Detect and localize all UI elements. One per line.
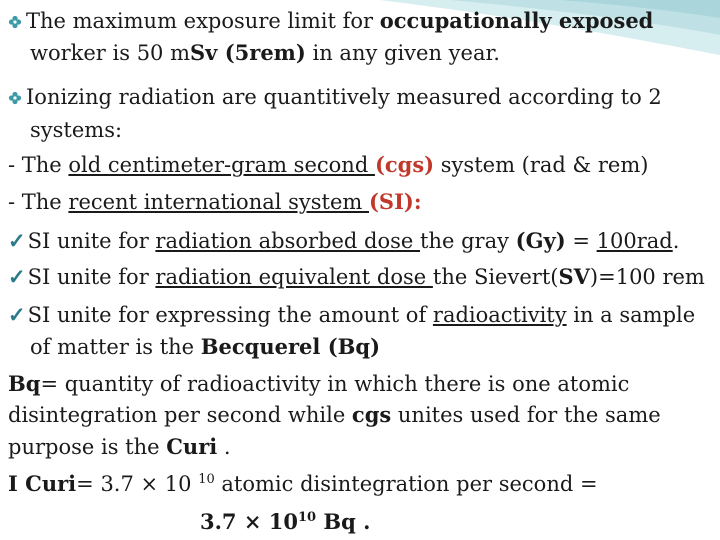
text-bold: (5rem): [217, 40, 306, 65]
text-line-7: [8, 228, 679, 254]
text: SI unite for expressing the amount of: [27, 303, 433, 327]
text: atomic disintegration per second =: [214, 472, 598, 496]
text-line-11: [8, 371, 629, 397]
text: .: [672, 229, 680, 253]
checkmark-icon: ✓: [8, 302, 26, 327]
superscript: 10: [198, 472, 215, 487]
checkmark-icon: ✓: [8, 264, 26, 289]
text: worker is 50 m: [30, 41, 191, 65]
text: in a sample: [566, 303, 696, 327]
text-line-8: [8, 264, 705, 290]
text: of matter is the: [30, 335, 201, 359]
text-bold: Becquerel (Bq): [200, 334, 381, 359]
text-bold: Curi: [166, 434, 218, 459]
text-underlined: radiation equivalent dose: [155, 265, 433, 289]
text-bold: Bq .: [316, 509, 371, 534]
text-underlined: radioactivity: [432, 303, 567, 327]
text: - The: [8, 153, 69, 177]
text-bold: I Curi: [8, 471, 77, 496]
text-bold: Bq: [8, 371, 41, 396]
text-bold: (Gy): [515, 228, 566, 253]
text: Ionizing radiation are quantitively measured according to 2: [26, 85, 662, 109]
text-line-9: [8, 302, 695, 328]
flower-bullet-icon: [8, 91, 22, 105]
text: systems:: [30, 118, 123, 142]
text-line-14: [8, 471, 598, 497]
text-line-12: [8, 402, 661, 428]
text: The maximum exposure limit for: [26, 9, 380, 33]
text-line-5: [8, 152, 648, 178]
text: SI unite for: [27, 265, 156, 289]
text: purpose is the: [8, 435, 167, 459]
text-underlined: old centimeter-gram second: [68, 153, 375, 177]
text: = 3.7 × 10: [76, 472, 199, 496]
text-line-4: [30, 117, 122, 143]
text: = quantity of radioactivity in which there is one atomic: [40, 372, 630, 396]
text: in any given year.: [305, 41, 500, 65]
text-line-6: [8, 189, 422, 215]
text-bold: SV: [558, 264, 590, 289]
text: SI unite for: [27, 229, 156, 253]
superscript: 10: [297, 510, 317, 525]
text-bold: occupationally exposed: [379, 8, 654, 33]
text-line-15: [200, 509, 370, 535]
text-red: (SI):: [369, 189, 422, 214]
text-bold: Sv: [190, 40, 218, 65]
text-underlined: 100rad: [596, 229, 673, 253]
checkmark-icon: ✓: [8, 228, 26, 253]
text-line-3: [8, 84, 662, 110]
text-bold: cgs: [351, 402, 392, 427]
text-line-2: [30, 40, 500, 66]
text-bold: 3.7 × 10: [200, 509, 298, 534]
text-underlined: recent international system: [68, 190, 369, 214]
text: system (rad & rem): [434, 153, 649, 177]
text-underlined: radiation absorbed dose: [155, 229, 421, 253]
text: )=100 rem: [589, 265, 705, 289]
text: the gray: [420, 229, 516, 253]
text: .: [217, 435, 231, 459]
text: unites used for the same: [391, 403, 661, 427]
text-red: (cgs): [374, 152, 435, 177]
text: - The: [8, 190, 69, 214]
text-line-13: [8, 434, 231, 460]
text-line-10: [30, 334, 380, 360]
flower-bullet-icon: [8, 15, 22, 29]
text: =: [565, 229, 597, 253]
text: the Sievert(: [432, 265, 559, 289]
text: disintegration per second while: [8, 403, 352, 427]
text-line-1: [8, 8, 653, 34]
